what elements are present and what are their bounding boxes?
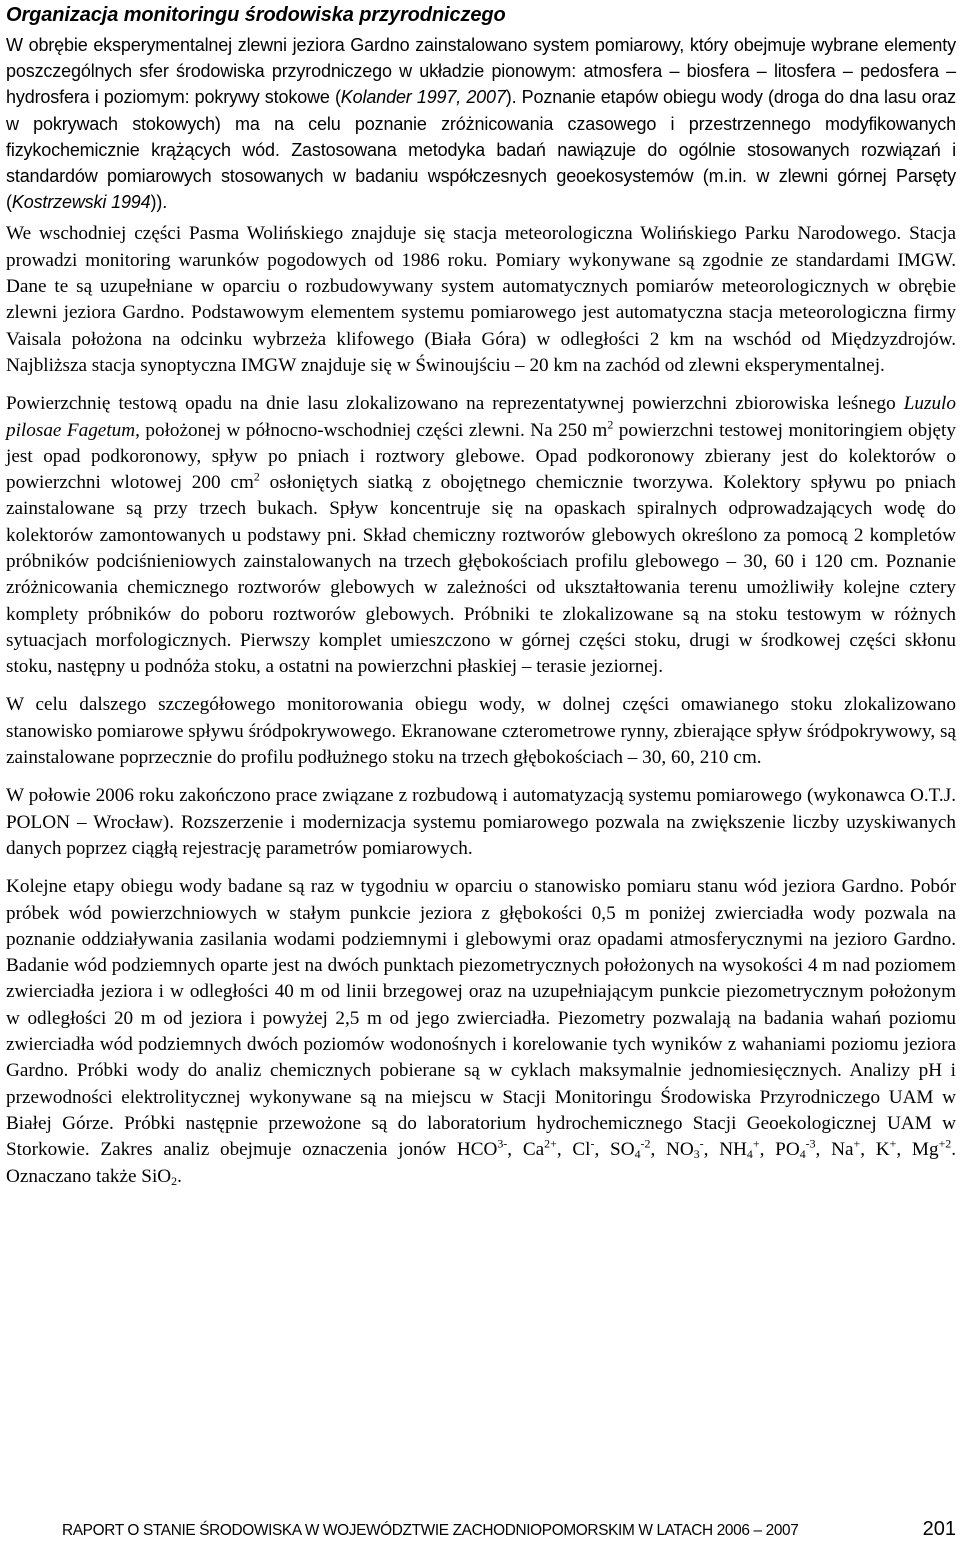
page-footer — [62, 1518, 956, 1541]
citation-kolander: Kolander 1997, 2007 — [340, 87, 506, 108]
ion-cl: Cl- — [572, 1136, 595, 1161]
paragraph-meteorological-station: We wschodniej części Pasma Wolińskiego znajduje się stacja meteorologiczna Wolińskiego Parku Narodowego. Stacja prowadzi monitoring warunków pogodowych od 1986 roku. Pomiary wykonywane są zgodnie ze standardami IMGW. Dane te są uzupełniane w oparciu o rozbudowywany system automatycznych pomiarów meteorologicznych w obrębie zlewni jeziora Gardno. Podstawowym elementem systemu pomiarowego jest automatyczna stacja meteorologiczna firmy Vaisala położona na odcinku wybrzeża klifowego (Biała Góra) w odległości 2 km na wschód od Międzyzdrojów. Najbliższa stacja synoptyczna IMGW znajduje się w Świnoujściu – 20 km na zachód od zlewni eksperymentalnej. — [6, 223, 956, 376]
species-name: Luzulo pilosae Fagetum — [6, 393, 956, 441]
ion-nh4: $NH_4^+$ — [719, 1136, 760, 1162]
page-number: 201 — [922, 1518, 956, 1540]
ion-k: K+ — [875, 1136, 897, 1161]
ion-no3: $NO_3^-$ — [666, 1136, 704, 1162]
paragraph-subsurface-flow: W celu dalszego szczegółowego monitorowania obiegu wody, w dolnej części omawianego stoku zlokalizowano stanowisko pomiarowe spływu śródpokrywowego. Ekranowane czterometrowe rynny, zbierające spływ śródpokrywowy, są zainstalowane poprzecznie do profilu podłużnego stoku na trzech głębokościach – 30, 60, 210 cm. — [6, 694, 956, 769]
ion-mg: $Mg^{+2}$ — [911, 1136, 952, 1161]
ion-po4: $PO_4^{-3}$ — [775, 1136, 816, 1162]
paragraph-monitoring-system: W obrębie eksperymentalnej zlewni jeziora Gardno zainstalowano system pomiarowy, który obejmuje wybrane elementy poszczególnych sfer środowiska przyrodniczego w układzie pionowym: atmosfera – biosfera – litosfera – pedosfera – hydrosfera i poziomym: pokrywy stokowe (Kolander 1997, 2007). Poznanie etapów obiegu wody (droga do dna lasu oraz w pokrywach stokowych) ma na celu poznanie zróżnicowania czasowego i przestrzennego modyfikowanych fizykochemicznie krążących wód. Zastosowana metodyka badań nawiązuje do ogólnie stosowanych rozwiązań i standardów pomiarowych stosowanych w badaniu współczesnych geoekosystemów (m.in. w zlewni górnej Parsęty (Kostrzewski 1994)). — [6, 35, 956, 213]
section-title: Organizacja monitoringu środowiska przyrodniczego — [6, 4, 506, 26]
running-title: RAPORT O STANIE ŚRODOWISKA W WOJEWÓDZTWIE ZACHODNIOPOMORSKIM W LATACH 2006 – 2007 — [62, 1522, 799, 1539]
paragraph-test-plot: Powierzchnię testową opadu na dnie lasu zlokalizowano na reprezentatywnej powierzchni zbiorowiska leśnego Luzulo pilosae Fagetum, położonej w północno-wschodniej części zlewni. Na 250 $m^2$ powierzchni testowej monitoringiem objęty jest opad podkoronowy, spływ po pniach i roztwory glebowe. Opad podkoronowy zbierany jest do kolektorów o powierzchni wlotowej 200 $cm^2$ osłoniętych siatką z obojętnego chemicznie tworzywa. Kolektory spływu po pniach zainstalowane są przy trzech bukach. Spływ koncentruje się na opaskach spiralnych odprowadzających wodę do kolektorów zamontowanych u podstawy pni. Skład chemiczny roztworów glebowych określono za pomocą 2 kompletów próbników podciśnieniowych zainstalowanych na trzech głębokościach profilu glebowego – 30, 60 i 120 cm. Poznanie zróżnicowania chemicznego roztworów glebowych w zależności od ukształtowania terenu umożliwiły kolejne cztery komplety próbników do poboru roztworów glebowych. Próbniki te zlokalizowane są na stoku testowym w różnych sytuacjach morfologicznych. Pierwszy komplet umieszczono w górnej części stoku, drugi w środkowej części skłonu stoku, następny u podnóża stoku, a ostatni na powierzchni płaskiej – terasie jeziornej. — [6, 393, 956, 678]
paragraph-automation: W połowie 2006 roku zakończono prace związane z rozbudową i automatyzacją systemu pomiarowego (wykonawca O.T.J. POLON – Wrocław). Rozszerzenie i modernizacja systemu pomiarowego pozwala na zwiększenie liczby uzyskiwanych danych poprzez ciągłą rejestrację parametrów pomiarowych. — [6, 785, 956, 859]
ion-hco3: $HCO^{3-}$ — [456, 1136, 508, 1161]
ion-so4: $SO_4^{-2}$ — [610, 1136, 651, 1162]
citation-kostrzewski: Kostrzewski 1994 — [11, 192, 151, 213]
compound-sio2: SiO$_2$ — [141, 1165, 178, 1188]
paragraph-lake-monitoring: Kolejne etapy obiegu wody badane są raz w tygodniu w oparciu o stanowisko pomiaru stanu wód jeziora Gardno. Pobór próbek wód powierzchniowych w stałym punkcie jeziora z głębokości 0,5 m poniżej zwierciadła wody pozwala na poznanie oddziaływania zasilania wodami podziemnymi i glebowymi oraz opadami atmosferycznymi na jezioro Gardno. Badanie wód podziemnych oparte jest na dwóch punktach piezometrycznych położonych na wysokości 4 m nad poziomem zwierciadła jeziora i w odległości 40 m od linii brzegowej oraz na uzupełniającym punkcie piezometrycznym położonym w odległości 20 m od jeziora i powyżej 2,5 m od jego zwierciadła. Piezometry pozwalają na badania wahań poziomu zwierciadła wód podziemnych dwóch poziomów wodonośnych i korelowanie tych wyników z wahaniami poziomu jeziora Gardno. Próbki wody do analiz chemicznych pobierane są w cyklach maksymalnie jednomiesięcznych. Analizy pH i przewodności elektrolitycznej wykonywane są na miejscu w Stacji Monitoringu Środowiska Przyrodniczego UAM w Białej Górze. Próbki następnie przewożone są do laboratorium hydrochemicznego Stacji Geoekologicznej UAM w Storkowie. Zakres analiz obejmuje oznaczenia jonów $HCO^{3-}$, $Ca^{2+}$, Cl-, $SO_4^{-2}$, $NO_3^-$, $NH_4^+$, $PO_4^{-3}$, Na+, K+, $Mg^{+2}$. Oznaczano także SiO$_2$. — [6, 876, 957, 1188]
ion-ca: $Ca^{2+}$ — [522, 1136, 557, 1161]
ion-na: Na+ — [831, 1136, 861, 1161]
document-page — [6, 0, 956, 1202]
